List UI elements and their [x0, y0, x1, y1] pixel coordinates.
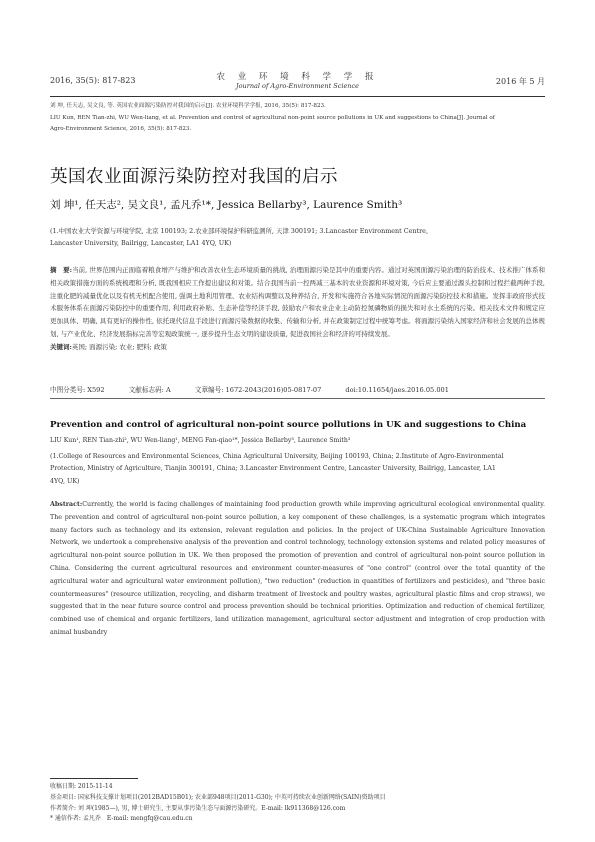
header-rule	[50, 96, 545, 97]
running-header	[50, 72, 545, 94]
citation-en-2: Agro-Environment Science, 2016, 35(5): 817-823.	[50, 126, 192, 132]
citation-block	[50, 101, 545, 136]
header-journal-en: Journal of Agro-Environment Science	[236, 82, 359, 90]
affiliations	[50, 225, 545, 249]
keywords-cn-text: 英国; 面源污染; 农业; 肥料; 政策	[71, 342, 167, 351]
abstract-en-label: Abstract:	[50, 501, 83, 508]
paper-authors: 刘 坤¹, 任天志², 吴文良¹, 孟凡乔¹*, Jessica Bellarby³, Laurence Smith³	[50, 199, 403, 211]
header-journal-cn: 农 业 环 境 科 学 学 报	[216, 72, 379, 82]
affiliation-line-1: (1.中国农业大学资源与环境学院, 北京 100193; 2.农业部环境保护科研监测所, 天津 300191; 3.Lancaster Environment Centre,	[50, 227, 428, 235]
classification-row	[50, 384, 545, 394]
doi-link[interactable]: doi:10.11654/jaes.2016.05.001	[345, 386, 449, 394]
footnote-funding: 基金项目: 国家科技支撑计划项目(2012BAD15B01); 农业部948项目(2011-G30); 中英可持续农业创新网络(SAIN)资助项目	[50, 793, 386, 801]
header-journal	[50, 72, 545, 90]
en-affiliation-line-1: (1.College of Resources and Environmental Sciences, China Agricultural University, Beijing 100193, China; 2.Institute of Agro-Environmental	[50, 453, 504, 460]
paper-title: 英国农业面源污染防控对我国的启示	[50, 167, 338, 187]
english-authors: LIU Kun¹, REN Tian-zhi², WU Wen-liang¹, MENG Fan-qiao¹*, Jessica Bellarby³, Laurence Smith³	[50, 437, 351, 444]
footnote-author: 作者简介: 刘 坤(1985—), 男, 博士研究生, 主要从事污染生态与面源污染研究。E-mail: lk911368@126.com	[50, 804, 346, 812]
footnote-rule	[50, 778, 138, 779]
en-affiliation-line-3: 4YQ, UK)	[50, 477, 80, 485]
abstract-cn	[50, 264, 545, 354]
citation-cn: 刘 坤, 任天志, 吴文良, 等. 英国农业面源污染防控对我国的启示[J]. 农业环境科学学报, 2016, 35(5): 817-823.	[50, 103, 326, 109]
header-date: 2016 年 5 月	[495, 77, 545, 86]
abstract-cn-label: 摘 要:	[50, 266, 73, 274]
section-divider	[50, 398, 545, 399]
article-number: 文章编号: 1672-2043(2016)05-0817-07	[194, 386, 322, 394]
footnotes	[50, 782, 545, 825]
abstract-en	[50, 499, 545, 640]
abstract-cn-text: 当前, 世界范围内正面临着粮食增产与维护和改善农业生态环境质量的挑战, 治理面源污染是其中的重要内容。通过对英国面源污染治理的防治技术、技术推广体系和相关政策措施方面的系统梳理和分析, 既我国相应工作提出建议和对策。结合我国当前一控两减三基本的农业资源和环境对策, 今后应主要通过源头控制和过程拦截两种手段, 注重化肥的减量优化以及有机无机配合使用, 强调土地利用管理、农业结构调整以及种养结合, 开发和实施符合各地实际情况的面源污染防控技术和措施。发挥非政府形式技术服务体系在面源污染防控中的重要作用, 利用政府补贴、生态补偿等经济手段, 鼓励农户和农业企业主动防控氮磷物质的损失和对水土系统的污染。相关技术文件和规定应更加具体、明确, 具有更好的操作性, 依托现代信息手段进行面源污染数据的收集、传输和分析, 并在政策制定过程中统筹考虑。将面源污染纳入国家经济和社会发展的总体规划, 与产业优化、经济发展指标完善等宏观政策统一, 逐步提升生态文明的建设质量, 促进我国社会和经济的可持续发展。	[50, 266, 545, 338]
affiliation-line-2: Lancaster University, Bailrigg, Lancaster, LA1 4YQ, UK)	[50, 239, 232, 247]
english-title: Prevention and control of agricultural non-point source pollutions in UK and suggestions to China	[50, 420, 527, 430]
clc-number: 中图分类号: X592	[50, 386, 105, 394]
footnote-corresponding: * 通信作者: 孟凡乔 E-mail: mengfq@cau.edu.cn	[50, 815, 193, 823]
footnote-received: 收稿日期: 2015-11-14	[50, 783, 113, 790]
abstract-en-text: Currently, the world is facing challenges of maintaining food production growth while improving agricultural ecological environmental quality. The prevention and control of agricultural non-point source pollution, a key component of these challenges, is a systematic program which integrates many factors such as technology and its extension, relevant regulation and policies. In the project of UK-China Sustainable Agriculture Innovation Network, we undertook a comprehensive analysis of the prevention and control technology, technology extension systems and related policy measures of agricultural non-point source pollution in UK. We then proposed the promotion of prevention and control of agricultural non-point source pollution in China. Considering the current agricultural resources and environment counter-measures of "one control" (control over the total quantity of the agricultural water and agricultural water environment pollution), "two reduction" (reduction in quantities of fertilizers and pesticides), and "three basic countermeasures" (resource utilization, recycling, and disharm treatment of livestock and poultry wastes, agricultural plastic films and crop straws), we suggested that in the near future source control and process prevention should be technical priorities. Optimization and reduction of chemical fertilizer, combined use of chemical and organic fertilizers, land utilization management, agricultural sector adjustment and integration of crop production with animal husbandry	[50, 501, 545, 636]
doc-code: 文献标志码: A	[128, 386, 171, 394]
en-affiliation-line-2: Protection, Ministry of Agriculture, Tianjin 300191, China; 3.Lancaster Environment Centre, Lancaster University, Bailrigg, Lancaster, LA1	[50, 465, 496, 473]
citation-en-1: LIU Kun, REN Tian-zhi, WU Wen-liang, et al. Prevention and control of agricultural non-point source pollutions in UK and suggestions to China[J]. Journal of	[50, 114, 495, 121]
header-volume: 2016, 35(5): 817-823	[50, 76, 136, 85]
english-affiliations	[50, 451, 545, 488]
keywords-cn-label: 关键词:	[50, 342, 72, 351]
